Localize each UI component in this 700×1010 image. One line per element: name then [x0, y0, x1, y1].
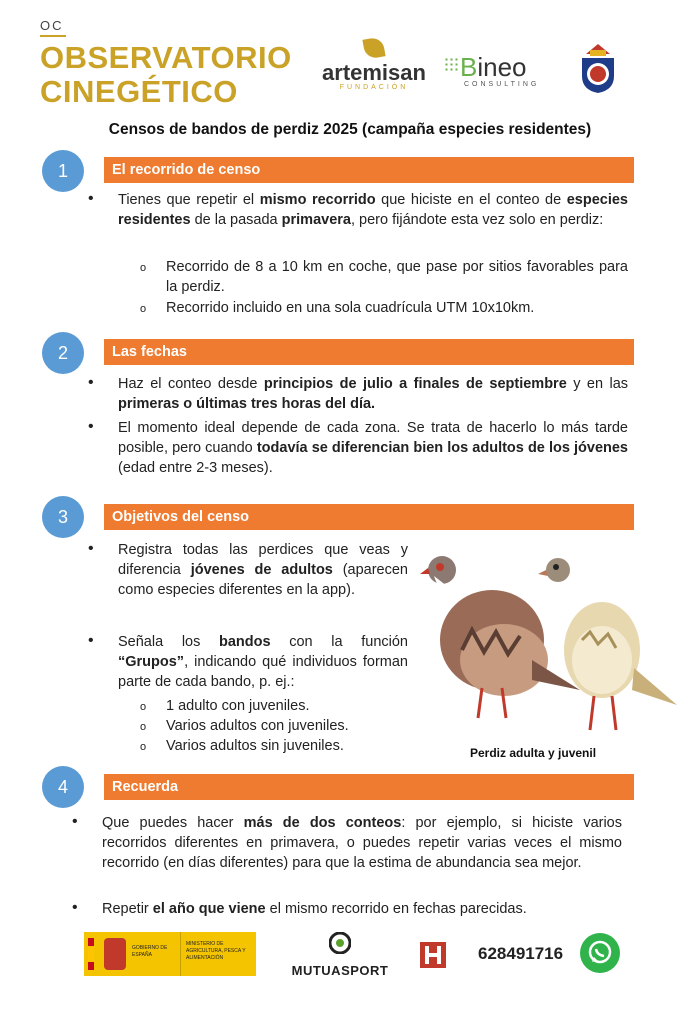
mutuasport-icon — [329, 932, 351, 954]
artemisan-name: artemisan — [322, 60, 426, 85]
brand-line2: CINEGÉTICO — [40, 74, 238, 109]
section-number-4: 4 — [42, 766, 84, 808]
bullet-dot: • — [88, 374, 94, 391]
bullet-dot: • — [88, 190, 94, 207]
s2-bullet1: Haz el conteo desde principios de julio a finales de septiembre y en las primeras o últimas tres horas del día. — [118, 376, 629, 412]
s3-bullet2: Señala los bandos con la función “Grupos”, indicando qué individuos forman parte de cada bando, p. ej.: — [118, 634, 408, 690]
artemisan-logo — [318, 38, 430, 91]
phone-number[interactable]: 628491716 — [478, 944, 564, 963]
bineo-name: Bineo — [460, 52, 527, 82]
brand-line1: OBSERVATORIO — [40, 40, 292, 75]
bullet-dot: • — [88, 540, 94, 557]
page-title: Censos de bandos de perdiz 2025 (campaña especies residentes) — [108, 121, 592, 138]
s3-sub3: Varios adultos sin juveniles. — [166, 738, 344, 754]
section-heading-4: Recuerda — [104, 774, 634, 800]
artemisan-sub: FUNDACIÓN — [339, 84, 409, 91]
oc-underline — [40, 35, 66, 37]
ministry-label: MINISTERIO DE AGRICULTURA, PESCA Y ALIMENTACIÓN — [186, 941, 246, 961]
bineo-logo — [444, 54, 539, 88]
sub-bullet-circle: o — [140, 721, 147, 733]
sub-bullet-circle: o — [140, 262, 147, 274]
s1-bullet1: Tienes que repetir el mismo recorrido que hiciste en el conteo de especies residentes de la pasada primavera, pero fijándote esta vez solo en perdiz: — [118, 192, 628, 228]
section-number-2: 2 — [42, 332, 84, 374]
s3-sub1: 1 adulto con juveniles. — [166, 698, 310, 714]
section-heading-3: Objetivos del censo — [104, 504, 634, 530]
mutua-name: MUTUASPORT — [291, 963, 389, 978]
bullet-dot: • — [72, 813, 78, 830]
coat-of-arms-icon — [104, 938, 126, 970]
bineo-sub: CONSULTING — [464, 81, 540, 88]
gobierno-espana-logo — [84, 932, 256, 976]
gov-label: GOBIERNO DE ESPAÑA — [132, 945, 168, 958]
hornady-logo-icon — [416, 934, 450, 972]
section-number-1: 1 — [42, 150, 84, 192]
image-caption: Perdiz adulta y juvenil — [470, 746, 597, 760]
s3-bullet1: Registra todas las perdices que veas y diferencia jóvenes de adultos (aparecen como especies diferentes en la app). — [118, 542, 409, 598]
sub-bullet-circle: o — [140, 741, 147, 753]
s3-sub2: Varios adultos con juveniles. — [166, 718, 349, 734]
s1-sub2: Recorrido incluido en una sola cuadrícula UTM 10x10km. — [166, 300, 535, 316]
section-heading-2: Las fechas — [104, 339, 634, 365]
section-heading-1: El recorrido de censo — [104, 157, 634, 183]
partridge-illustration — [412, 540, 692, 740]
bullet-dot: • — [72, 899, 78, 916]
oc-mark: OC — [40, 18, 64, 33]
bullet-dot: • — [88, 418, 94, 435]
s1-sub1: Recorrido de 8 a 10 km en coche, que pase por sitios favorables para la perdiz. — [166, 259, 628, 295]
mutuasport-logo — [290, 932, 390, 978]
s2-bullet2: El momento ideal depende de cada zona. Se trata de hacerlo lo más tarde posible, pero cuando todavía se diferencian bien los adultos de los jóvenes (edad entre 2-3 meses). — [118, 420, 628, 476]
spain-flag-icon — [88, 938, 94, 970]
section-number-3: 3 — [42, 496, 84, 538]
sub-bullet-circle: o — [140, 303, 147, 315]
s4-bullet2: Repetir el año que viene el mismo recorrido en fechas parecidas. — [102, 901, 527, 917]
whatsapp-icon[interactable] — [580, 933, 620, 973]
leaf-icon — [362, 36, 385, 59]
sub-bullet-circle: o — [140, 701, 147, 713]
juvenile-partridge-icon — [538, 558, 677, 730]
bullet-dot: • — [88, 632, 94, 649]
s4-bullet1: Que puedes hacer más de dos conteos: por ejemplo, si hiciste varios recorridos diferentes en primavera, o puedes repetir varias veces el mismo recorrido (en días diferentes) para que la estima de abundancia sea mejor. — [102, 815, 622, 871]
federation-crest-icon — [578, 40, 618, 94]
dots-icon — [444, 57, 460, 73]
